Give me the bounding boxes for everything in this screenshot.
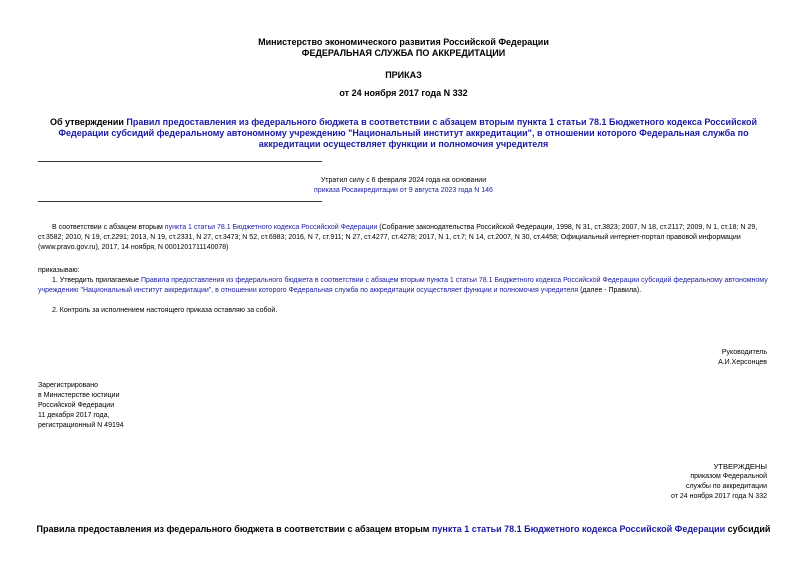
lost-force-text: Утратил силу с 6 февраля 2024 года на основании [320,177,487,184]
item1-prefix: 1. Утвердить прилагаемые [52,277,141,284]
approval-line: службы по аккредитации [685,483,767,490]
document-title [48,117,759,150]
title-prefix: Об утверждении [49,117,127,127]
divider-top [38,161,322,162]
rules-prefix: Правила предоставления из федерального бюджета в соответствии с абзацем вторым [36,524,432,534]
signer-block [718,348,767,368]
intro-link[interactable]: пункта 1 статьи 78.1 Бюджетного кодекса Российской Федерации [164,224,378,231]
rules-link[interactable]: пункта 1 статьи 78.1 Бюджетного кодекса Российской Федерации [431,524,726,534]
item1-link[interactable]: Правила предоставления из федерального бюджета в соответствии с абзацем вторым пункта 1 статьи 78.1 Бюджетного кодекса Российской Федерации субсидий федеральному автономному учреждению "Национальный институт аккредитации", в отношении которого Федеральная служба по аккредитации осуществляет функции и полномочия учредителя [38,277,768,294]
approval-line: приказом Федеральной [690,473,767,480]
item1-suffix: (далее - Правила). [578,287,642,294]
intro-suffix: (Собрание законодательства Российской Федерации, 1998, N 31, ст.3823; 2007, N 18, ст.2117; 2009, N 1, ст.18; N 29, ст.3582; 2010, N 19, ст.2291; 2013, N 19, ст.2331, N 27, ст.3473; N 52, ст.6983; 2016, N 7, ст.911; N 27, ст.4277, ст.4278; 2017, N 1, ст.7; N 14, ст.2007, N 30, ст.4458; Официальный интернет-портал правовой информации (www.pravo.gov.ru), 2017, 14 ноября, N 0001201711140078) [38,224,758,251]
registration-line: Российской Федерации [38,402,115,409]
registration-line: регистрационный N 49194 [38,422,124,429]
order-item-2: 2. Контроль за исполнением настоящего приказа оставляю за собой. [52,307,278,314]
registration-line: Зарегистрировано [38,382,98,389]
rules-suffix: субсидий [725,524,771,534]
intro-prefix: В соответствии с абзацем вторым [52,224,165,231]
document-type: ПРИКАЗ [385,70,422,80]
order-item-1 [38,276,770,296]
document-date-number: от 24 ноября 2017 года N 332 [339,88,468,98]
lost-force-note [0,176,807,196]
signer-position: Руководитель [721,349,767,356]
approval-line: от 24 ноября 2017 года N 332 [671,493,767,500]
service-name: ФЕДЕРАЛЬНАЯ СЛУЖБА ПО АККРЕДИТАЦИИ [301,48,506,58]
ministry-name: Министерство экономического развития Российской Федерации [258,37,549,47]
orders-label: приказываю: [38,267,80,274]
lost-force-link[interactable]: приказа Росаккредитации от 9 августа 2023 года N 146 [314,187,493,194]
signer-name: А.И.Херсонцев [718,359,767,366]
approval-word: УТВЕРЖДЕНЫ [713,462,767,471]
rules-heading [0,524,807,535]
registration-line: 11 декабря 2017 года, [38,412,110,419]
approval-block [671,462,767,502]
registration-block [38,381,124,431]
title-link[interactable]: Правил предоставления из федерального бюджета в соответствии с абзацем вторым пункта 1 статьи 78.1 Бюджетного кодекса Российской Федерации субсидий федеральному автономному учреждению "Национальный институт аккредитации", в отношении которого Федеральная служба по аккредитации осуществляет функции и полномочия учредителя [58,117,758,149]
registration-line: в Министерстве юстиции [38,392,120,399]
divider-bottom [38,201,322,202]
intro-paragraph [38,223,770,253]
